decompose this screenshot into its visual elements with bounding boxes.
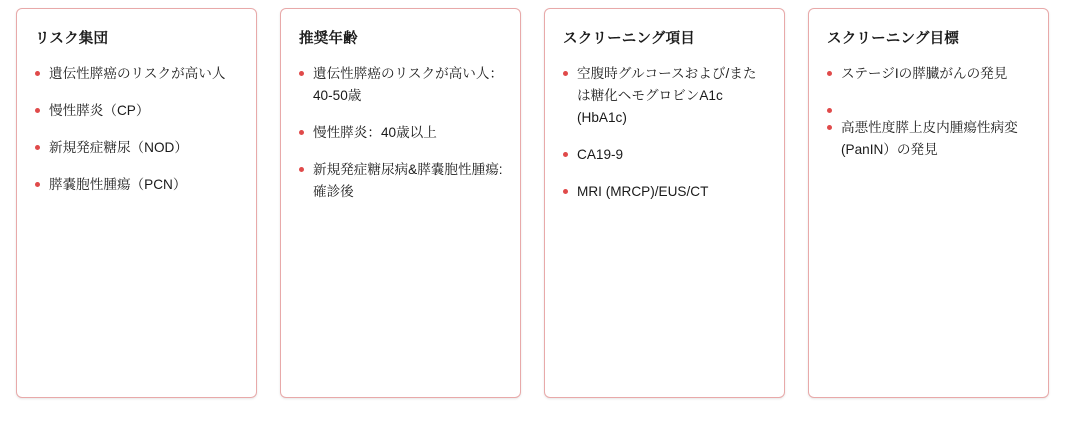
list-item: 遺伝性膵癌のリスクが高い人	[33, 63, 240, 85]
card-screening-items	[544, 8, 785, 398]
card-recommended-age	[280, 8, 521, 398]
list-item: ステージIの膵臓がんの発見	[825, 63, 1032, 85]
list-item: 空腹時グルコースおよび/または糖化ヘモグロビンA1c (HbA1c)	[561, 63, 768, 129]
card-bullet-list	[297, 63, 504, 203]
list-item: 膵嚢胞性腫瘍（PCN）	[33, 174, 240, 196]
list-item: 慢性膵炎：40歳以上	[297, 122, 504, 144]
card-bullet-list	[561, 63, 768, 203]
list-item: 慢性膵炎（CP）	[33, 100, 240, 122]
card-title: スクリーニング項目	[563, 31, 696, 47]
list-item: 新規発症糖尿（NOD）	[33, 137, 240, 159]
card-title: スクリーニング目標	[827, 31, 960, 47]
list-item: CA19-9	[561, 144, 768, 166]
card-title: 推奨年齢	[299, 31, 358, 47]
card-bullet-list	[33, 63, 240, 196]
list-item: 新規発症糖尿病&膵嚢胞性腫瘍:確診後	[297, 159, 504, 203]
list-item: MRI (MRCP)/EUS/CT	[561, 181, 768, 203]
list-item-continuation: 高悪性度膵上皮内腫瘍性病変(PanIN）の発見	[825, 117, 1032, 161]
card-title: リスク集団	[35, 31, 109, 47]
list-item: 遺伝性膵癌のリスクが高い人：40-50歳	[297, 63, 504, 107]
card-risk-population	[16, 8, 257, 398]
list-item-empty	[825, 100, 1032, 113]
card-screening-goals	[808, 8, 1049, 398]
card-bullet-list	[825, 63, 1032, 161]
cards-row	[0, 8, 1075, 398]
